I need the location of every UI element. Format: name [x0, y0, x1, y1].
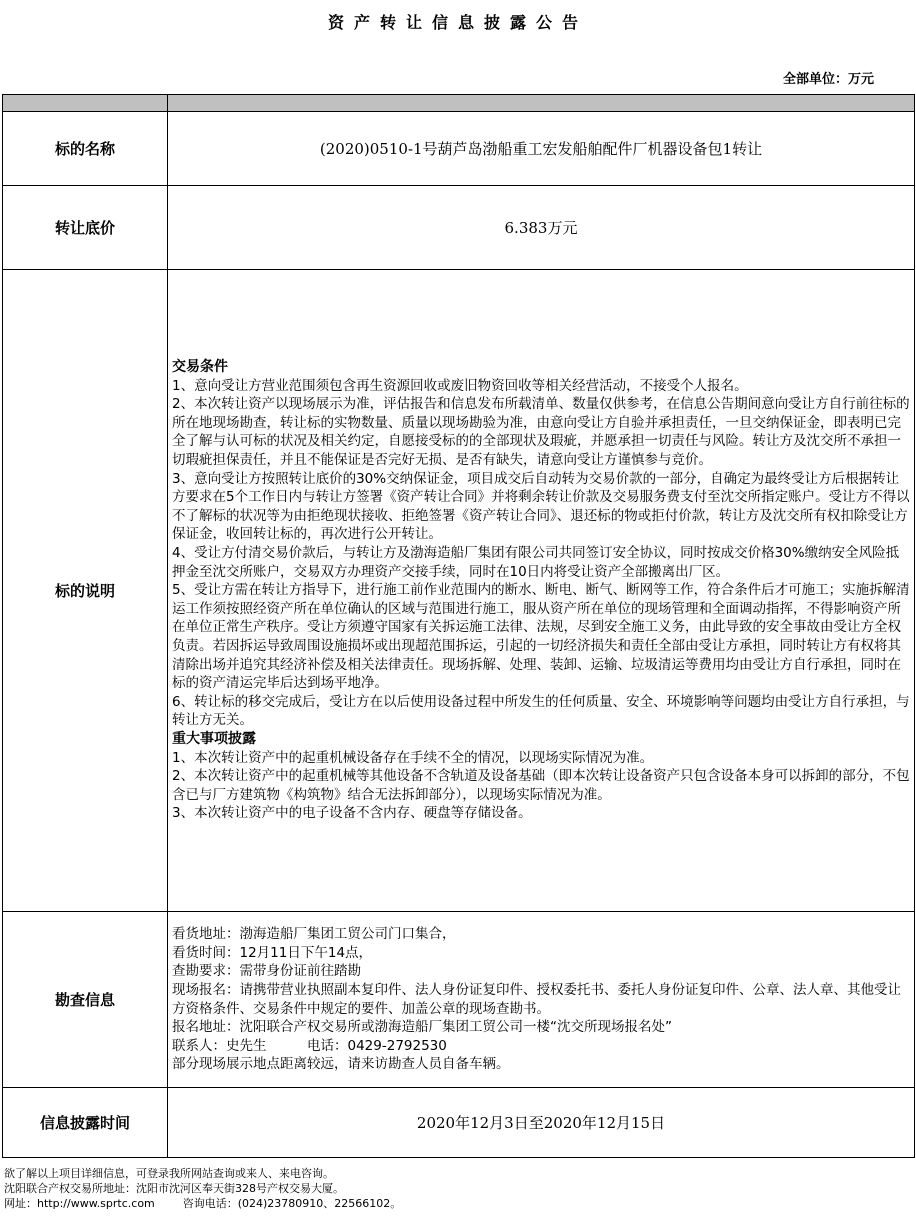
disclosure-period-label: 信息披露时间 [3, 1088, 168, 1158]
footer-line: 沈阳联合产权交易所地址：沈阳市沈河区奉天街328号产权交易大厦。 [4, 1182, 344, 1195]
row-disclosure-period [3, 1088, 915, 1158]
trade-condition-item: 4、受让方付清交易价款后，与转让方及渤海造船厂集团有限公司共同签订安全协议，同时按成交价格30%缴纳安全风险抵押金至沈交所账户，交易双方办理资产交接手续，同时在10日内将受让资产全部搬离出厂区。 [172, 545, 900, 580]
major-matter-item: 3、本次转让资产中的电子设备不含内存、硬盘等存储设备。 [172, 805, 532, 822]
trade-condition-item: 1、意向受让方营业范围须包含再生资源回收或废旧物资回收等相关经营活动，不接受个人报名。 [172, 377, 748, 394]
footer-info [4, 1166, 401, 1211]
survey-line: 查勘要求：需带身份证前往踏勘 [172, 963, 361, 980]
footer-line: 欲了解以上项目详细信息，可登录我所网站查询或来人、来电咨询。 [4, 1167, 334, 1180]
survey-line: 看货地址：渤海造船厂集团工贸公司门口集合， [172, 926, 456, 943]
survey-line: 报名地址：沈阳联合产权交易所或渤海造船厂集团工贸公司一楼“沈交所现场报名处” [172, 1019, 672, 1036]
trade-condition-item: 3、意向受让方按照转让底价的30%交纳保证金，项目成交后自动转为交易价款的一部分，自确定为最终受让方后根据转让方要求在5个工作日内与转让方签署《资产转让合同》并将剩余转让价款及交易服务费支付至沈交所指定账户。受让方不得以不了解标的状况等为由拒绝现状接收、拒绝签署《资产转让合同》、退还标的物或拒付价款，转让方及沈交所有权扣除受让方保证金，收回转让标的，再次进行公开转让。 [172, 470, 910, 543]
survey-line: 部分现场展示地点距离较远，请来访勘查人员自备车辆。 [172, 1056, 510, 1073]
description-content [168, 270, 915, 912]
row-reserve-price [3, 186, 915, 270]
trade-conditions-heading: 交易条件 [172, 359, 228, 376]
footer-line: 网址：http://www.sprtc.com 咨询电话：(024)23780910、22566102。 [4, 1197, 402, 1210]
survey-line: 现场报名：请携带营业执照副本复印件、法人身份证复印件、授权委托书、委托人身份证复印件、公章、法人章、其他受让方资格条件、交易条件中规定的要件、加盖公章的现场查勘书。 [172, 981, 901, 1017]
survey-info-content [168, 912, 915, 1088]
trade-condition-item: 5、受让方需在转让方指导下，进行施工前作业范围内的断水、断电、断气、断网等工作，符合条件后才可施工；实施拆解清运工作须按照经资产所在单位确认的区域与范围进行施工，服从资产所在单位的现场管理和全面调动指挥，不得影响资产所在单位正常生产秩序。受让方须遵守国家有关拆运施工法律、法规，尽到安全施工义务，由此导致的安全事故由受让方全权负责。若因拆运导致周围设施损坏或出现超范围拆运，引起的一切经济损失和责任全部由受让方承担，同时转让方有权将其清除出场并追究其经济补偿及相关法律责任。现场拆解、处理、装卸、运输、垃圾清运等费用均由受让方自行承担，同时在标的资产清运完毕后达到场平地净。 [172, 582, 910, 692]
survey-line: 联系人：史先生 电话：0429-2792530 [172, 1037, 447, 1054]
trade-condition-item: 2、本次转让资产以现场展示为准，评估报告和信息发布所载清单、数量仅供参考，在信息公告期间意向受让方自行前往标的所在地现场勘查，转让标的实物数量、质量以现场勘验为准，由意向受让方自验并承担责任，一旦交纳保证金，即表明已完全了解与认可标的状况及相关约定，自愿接受标的的全部现状及瑕疵，并愿承担一切责任与风险。转让方及沈交所不承担一切瑕疵担保责任，并且不能保证是否完好无损、是否有缺失，请意向受让方谨慎参与竞价。 [172, 396, 910, 469]
survey-info-label: 勘查信息 [3, 912, 168, 1088]
trade-condition-item: 6、转让标的移交完成后，受让方在以后使用设备过程中所发生的任何质量、安全、环境影响等问题均由受让方自行承担，与转让方无关。 [172, 693, 910, 729]
page-title: 资产转让信息披露公告 [327, 13, 588, 32]
disclosure-period-value: 2020年12月3日至2020年12月15日 [168, 1088, 915, 1158]
unit-note: 全部单位：万元 [782, 72, 874, 87]
asset-name-label: 标的名称 [3, 112, 168, 186]
row-description [3, 270, 915, 912]
row-survey-info [3, 912, 915, 1088]
survey-line: 看货时间：12月11日下午14点， [172, 944, 373, 961]
major-matters-heading: 重大事项披露 [172, 730, 256, 747]
major-matter-item: 1、本次转让资产中的起重机械设备存在手续不全的情况，以现场实际情况为准。 [172, 749, 654, 766]
row-asset-name [3, 112, 915, 186]
reserve-price-label: 转让底价 [3, 186, 168, 270]
table-header-row [3, 95, 915, 112]
reserve-price-value: 6.383万元 [168, 186, 915, 270]
description-label: 标的说明 [3, 270, 168, 912]
major-matter-item: 2、本次转让资产中的起重机械等其他设备不含轨道及设备基础（即本次转让设备资产只包含设备本身可以拆卸的部分，不包含已与厂方建筑物《构筑物》结合无法拆卸部分），以现场实际情况为准。 [172, 768, 910, 803]
disclosure-table [2, 94, 915, 1158]
asset-name-value: (2020)0510-1号葫芦岛渤船重工宏发船舶配件厂机器设备包1转让 [168, 112, 915, 186]
